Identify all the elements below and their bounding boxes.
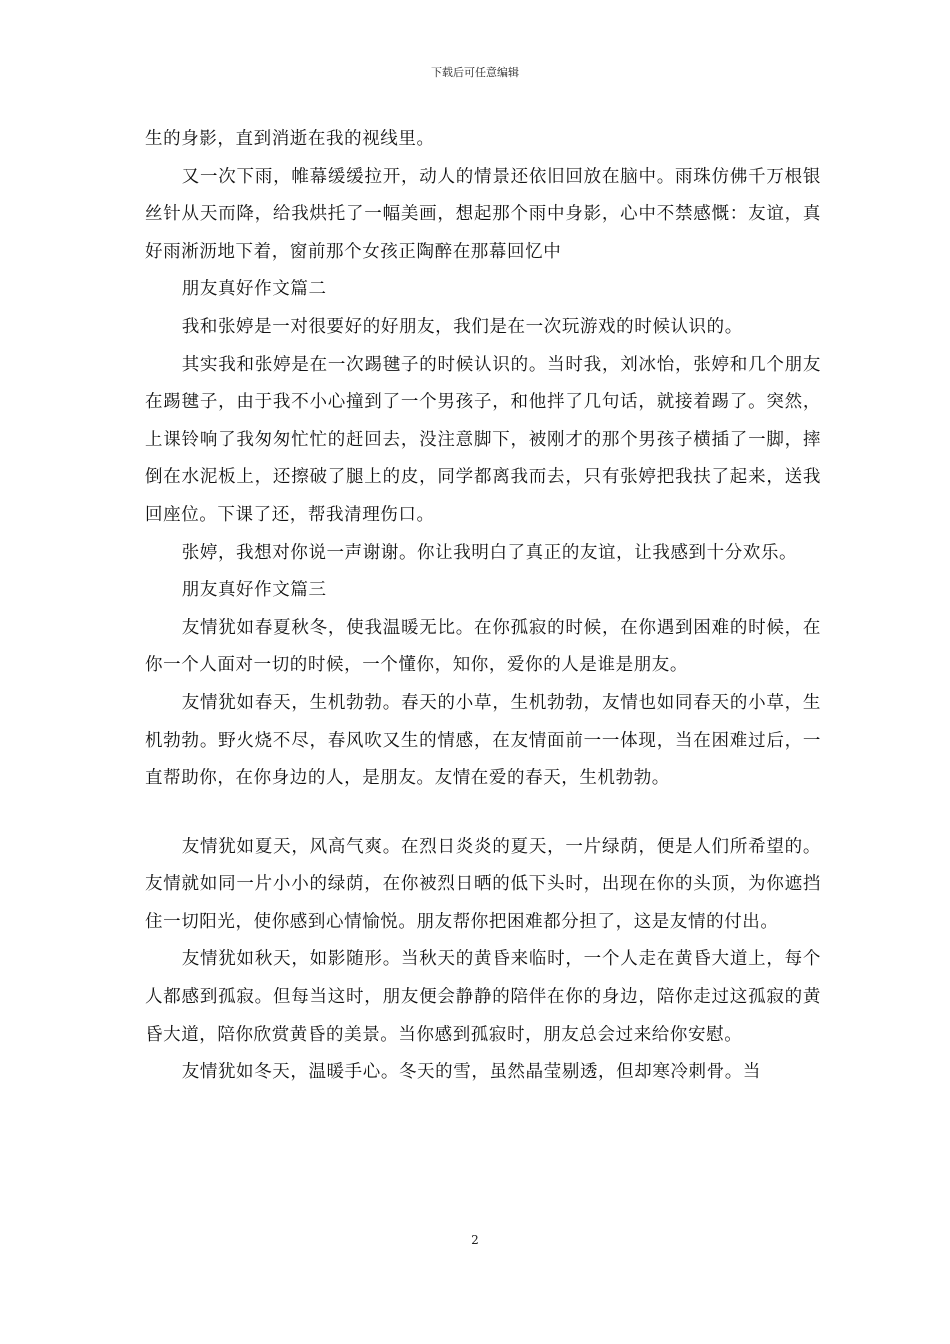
paragraph: 其实我和张婷是在一次踢毽子的时候认识的。当时我，刘冰怡，张婷和几个朋友在踢毽子，由于我不小心撞到了一个男孩子，和他拌了几句话，就接着踢了。突然，上课铃响了我匆匆忙忙的赶回去，没注意脚下，被刚才的那个男孩子横插了一脚，摔倒在水泥板上，还擦破了腿上的皮，同学都离我而去，只有张婷把我扶了起来，送我回座位。下课了还，帮我清理伤口。 [145,354,821,525]
document-body [145,121,821,1092]
section-heading: 朋友真好作文篇二 [181,279,327,300]
paragraph: 友情犹如春天，生机勃勃。春天的小草，生机勃勃，友情也如同春天的小草，生机勃勃。野火烧不尽，春风吹又生的情感，在友情面前一一体现，当在困难过后，一直帮助你，在你身边的人，是朋友。友情在爱的春天，生机勃勃。 [145,692,821,789]
paragraph: 友情犹如夏天，风高气爽。在烈日炎炎的夏天，一片绿荫，便是人们所希望的。友情就如同一片小小的绿荫，在你被烈日晒的低下头时，出现在你的头顶，为你遮挡住一切阳光，使你感到心情愉悦。朋友帮你把困难都分担了，这是友情的付出。 [145,836,821,932]
paragraph: 友情犹如秋天，如影随形。当秋天的黄昏来临时，一个人走在黄昏大道上，每个人都感到孤寂。但每当这时，朋友便会静静的陪伴在你的身边，陪你走过这孤寂的黄昏大道，陪你欣赏黄昏的美景。当你感到孤寂时，朋友总会过来给你安慰。 [145,949,821,1045]
paragraph: 友情犹如春夏秋冬，使我温暖无比。在你孤寂的时候，在你遇到困难的时候，在你一个人面对一切的时候，一个懂你，知你，爱你的人是谁是朋友。 [145,617,821,676]
header-note: 下载后可任意编辑 [431,66,519,79]
paragraph: 张婷，我想对你说一声谢谢。你让我明白了真正的友谊，让我感到十分欢乐。 [181,542,798,563]
paragraph: 又一次下雨，帷幕缓缓拉开，动人的情景还依旧回放在脑中。雨珠仿佛千万根银丝针从天而降，给我烘托了一幅美画，想起那个雨中身影，心中不禁感慨：友谊，真好雨淅沥地下着，窗前那个女孩正陶醉在那幕回忆中 [145,166,821,262]
paragraph: 友情犹如冬天，温暖手心。冬天的雪，虽然晶莹剔透，但却寒冷刺骨。当 [181,1062,761,1083]
paragraph: 我和张婷是一对很要好的好朋友，我们是在一次玩游戏的时候认识的。 [181,316,743,337]
paragraph-continuation: 生的身影，直到消逝在我的视线里。 [145,129,435,149]
section-heading: 朋友真好作文篇三 [181,580,327,601]
page-number: 2 [471,1233,479,1247]
